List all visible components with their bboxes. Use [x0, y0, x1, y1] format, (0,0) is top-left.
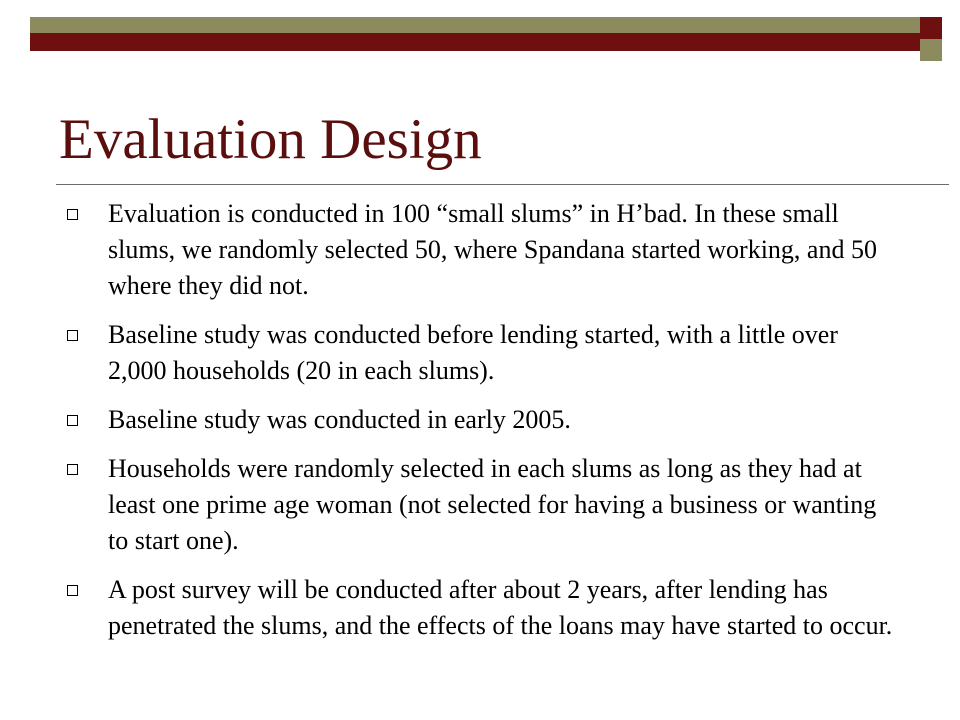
hollow-square-icon — [67, 330, 78, 341]
bullet-item — [67, 317, 897, 389]
bullet-text: Households were randomly selected in each slums as long as they had at least one prime age woman (not selected for having a business or wanting to start one). — [108, 454, 877, 555]
bullet-item — [67, 572, 897, 644]
bullet-item — [67, 196, 897, 304]
bullet-text: A post survey will be conducted after about 2 years, after lending has penetrated the slums, and the effects of the loans may have started to occur. — [108, 575, 893, 640]
bullet-item — [67, 451, 897, 559]
bullet-item — [67, 402, 897, 438]
hollow-square-icon — [67, 585, 78, 596]
header-bar-maroon — [30, 33, 920, 51]
bullet-text: Baseline study was conducted in early 2005. — [108, 405, 571, 434]
corner-square-maroon — [920, 17, 942, 39]
hollow-square-icon — [67, 209, 78, 220]
bullet-text: Baseline study was conducted before lending started, with a little over 2,000 households (20 in each slums). — [108, 320, 838, 385]
bullet-text: Evaluation is conducted in 100 “small slums” in H’bad. In these small slums, we randomly selected 50, where Spandana started working, and 50 where they did not. — [108, 199, 877, 300]
hollow-square-icon — [67, 415, 78, 426]
slide-title: Evaluation Design — [59, 108, 482, 171]
title-divider — [56, 184, 949, 185]
bullet-list — [67, 196, 897, 657]
hollow-square-icon — [67, 464, 78, 475]
header-bar-olive — [30, 17, 920, 33]
corner-square-olive — [920, 39, 942, 61]
